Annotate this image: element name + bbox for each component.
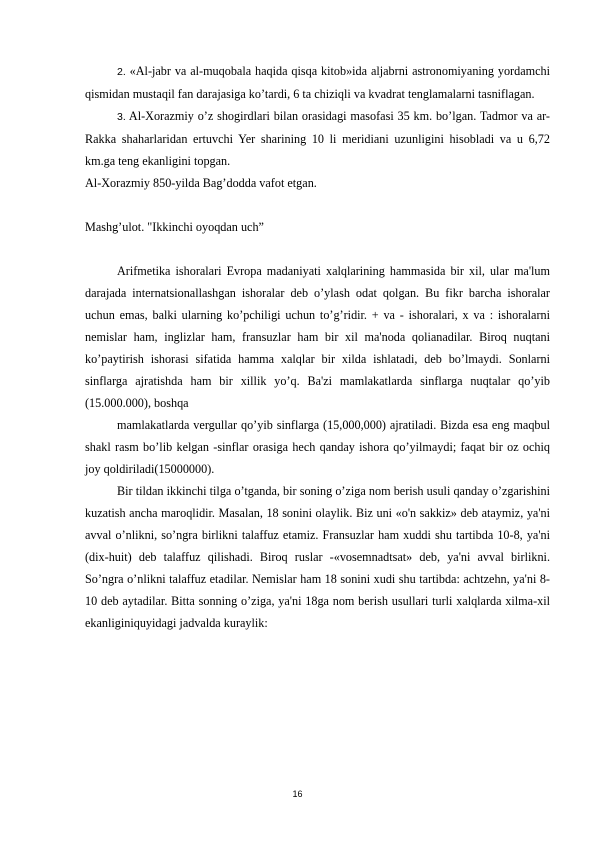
body-text [85, 60, 550, 634]
item-number: 3. [117, 111, 126, 123]
paragraph-item-2 [85, 60, 550, 105]
paragraph-arithmetic-signs: Arifmetika ishoralari Evropa madaniyati xalqlarining hammasida bir xil, ular ma'lum darajada internatsionallashgan ishoralar deb o’ylash odat qolgan. Bu fikr barcha ishoralar uchun emas, balki ularning ko’pchiligi uchun to’g’ridir. + va - ishoralari, x va : ishoralarni nemislar ham, inglizlar ham, fransuzlar ham bir xil ma'noda qolianadilar. Biroq nuqtani ko’paytirish ishorasi sifatida hamma xalqlar bir xilda ishlatadi, deb bo’lmaydi. Sonlarni sinflarga ajratishda ham bir xillik yo’q. Ba'zi mamlakatlarda sinflarga nuqtalar qo’yib (15.000.000), boshqa [85, 264, 550, 410]
paragraph-item-3 [85, 105, 550, 172]
item-text: «Al-jabr va al-muqobala haqida qisqa kitob»ida aljabrni astronomiyaning yordamchi qismidan mustaqil fan darajasiga ko’tardi, 6 ta chiziqli va kvadrat tenglamalarni tasniflagan. [85, 64, 550, 101]
page-number: 16 [292, 789, 303, 799]
item-text: Al-Xorazmiy o’z shogirdlari bilan orasidagi masofasi 35 km. bo’lgan. Tadmor va ar-Rakka shaharlaridan ertuvchi Yer sharining 10 li meridiani uzunligini hisobladi va u 6,72 km.ga teng ekanligini topgan. [85, 109, 550, 168]
paragraph-death: Al-Xorazmiy 850-yilda Bag’dodda vafot etgan. [85, 176, 317, 190]
paragraph-number-names: Bir tildan ikkinchi tilga o’tganda, bir soning o’ziga nom berish usuli qanday o’zgarishini kuzatish ancha maroqlidir. Masalan, 18 sonini olaylik. Biz uni «o'n sakkiz» deb ataymiz, ya'ni avval o’nlikni, so’ngra birlikni talaffuz etamiz. Fransuzlar ham xuddi shu tartibda 10-8, ya'ni (dix-huit) deb talaffuz qilishadi. Biroq ruslar -«vosemnadtsat» deb, ya'ni avval birlikni. So’ngra o’nlikni talaffuz etadilar. Nemislar ham 18 sonini xudi shu tartibda: achtzehn, ya'ni 8-10 deb aytadilar. Bitta sonning o’ziga, ya'ni 18ga nom berish usullari turli xalqlarda xilma-xil ekanliginiquyidagi jadvalda kuraylik: [85, 484, 550, 630]
paragraph-comma-separators: mamlakatlarda vergullar qo’yib sinflarga (15,000,000) ajratiladi. Bizda esa eng maqbul shakl rasm bo’lib kelgan -sinflar orasiga hech qanday ishora qo’yilmaydi; faqat bir oz ochiq joy qoldiriladi(15000000). [85, 418, 550, 476]
item-number: 2. [117, 66, 126, 78]
section-heading: Mashg’ulot. "Ikkinchi oyoqdan uch” [85, 220, 264, 234]
